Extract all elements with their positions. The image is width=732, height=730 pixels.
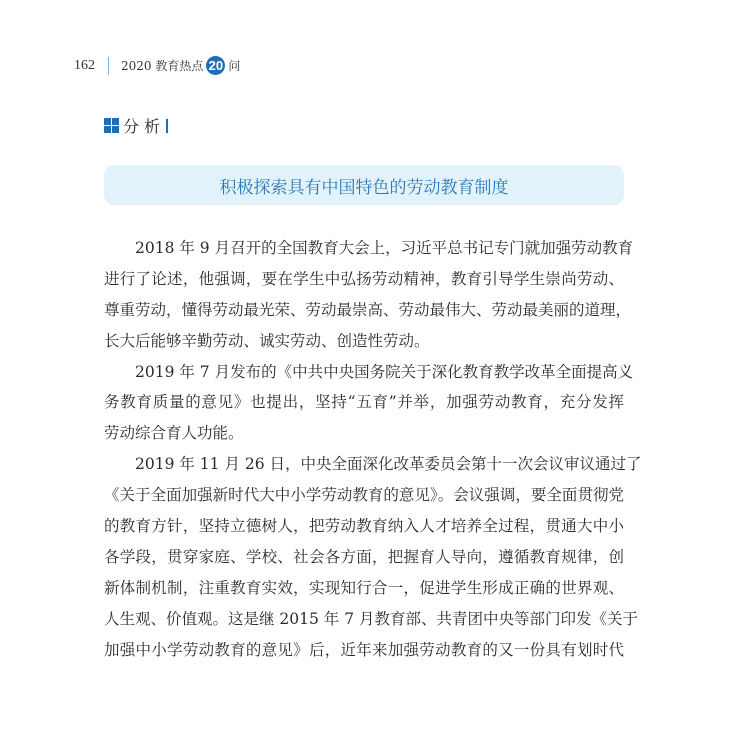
body-text <box>104 233 642 665</box>
text-line: 务教育质量的意见》也提出，坚持“五育”并举，加强劳动教育，充分发挥 <box>104 393 624 412</box>
header-divider <box>108 57 109 75</box>
book-title-prefix: 2020 教育热点 <box>121 59 204 73</box>
text-line: 进行了论述，他强调，要在学生中弘扬劳动精神，教育引导学生崇尚劳动、 <box>104 269 624 288</box>
topic-banner <box>104 165 624 205</box>
text-line: 长大后能够辛勤劳动、诚实劳动、创造性劳动。 <box>104 331 430 350</box>
text-line: 《关于全面加强新时代大中小学劳动教育的意见》。会议强调，要全面贯彻党 <box>104 486 624 505</box>
grid-squares-icon <box>104 118 119 133</box>
heading-bar-decoration <box>166 119 168 133</box>
text-line: 2019 年 7 月发布的《中共中央国务院关于深化教育教学改革全面提高义 <box>135 362 634 381</box>
text-line: 2018 年 9 月召开的全国教育大会上，习近平总书记专门就加强劳动教育 <box>135 239 634 257</box>
text-line: 劳动综合育人功能。 <box>104 424 244 443</box>
text-line: 人生观、价值观。这是继 2015 年 7 月教育部、共青团中央等部门印发《关于 <box>104 609 639 628</box>
section-heading <box>104 114 168 137</box>
running-header <box>74 56 240 75</box>
banner-title: 积极探索具有中国特色的劳动教育制度 <box>219 177 509 198</box>
text-line: 尊重劳动，懂得劳动最光荣、劳动最崇高、劳动最伟大、劳动最美丽的道理， <box>104 300 632 319</box>
text-line: 加强中小学劳动教育的意见》后，近年来加强劳动教育的又一份具有划时代 <box>104 640 624 659</box>
book-title-suffix: 问 <box>228 59 241 73</box>
text-line: 的教育方针，坚持立德树人，把劳动教育纳入人才培养全过程，贯通大中小 <box>104 517 624 536</box>
section-title: 分 析 <box>123 117 161 136</box>
text-line: 新体制机制，注重教育实效，实现知行合一，促进学生形成正确的世界观、 <box>104 578 624 597</box>
text-line: 各学段，贯穿家庭、学校、社会各方面，把握育人导向，遵循教育规律，创 <box>104 547 624 566</box>
page-number: 162 <box>74 57 95 73</box>
text-line: 2019 年 11 月 26 日，中央全面深化改革委员会第十一次会议审议通过了 <box>135 455 642 474</box>
book-title-badge: 20 <box>206 56 225 75</box>
